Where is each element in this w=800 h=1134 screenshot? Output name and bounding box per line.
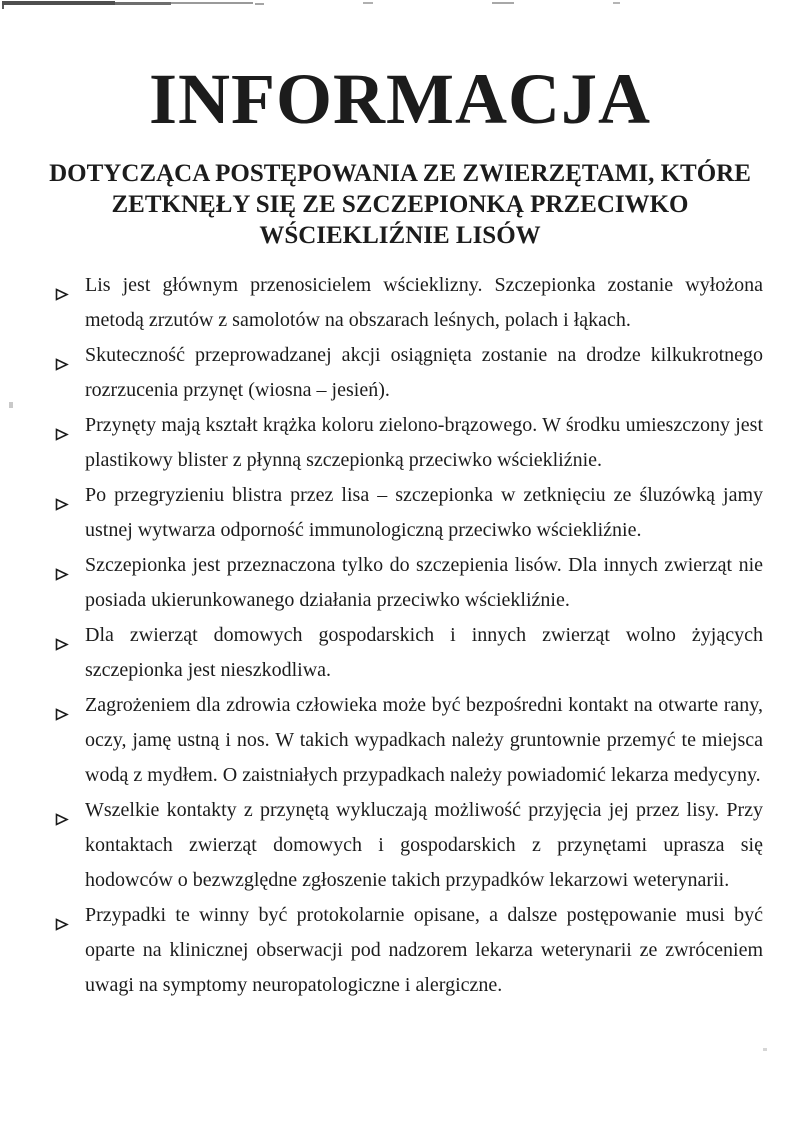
scan-artifact-bar bbox=[2, 1, 115, 5]
scan-artifact-dash bbox=[363, 2, 373, 4]
list-item bbox=[55, 338, 763, 408]
list-item-text: Wszelkie kontakty z przynętą wykluczają możliwość przyjęcia jej przez lisy. Przy kontaktach zwierząt domowych i gospodarskich z przynętami uprasza się hodowców o bezwzględne zgłoszenie takich przypadków lekarzowi weterynarii. bbox=[85, 799, 763, 891]
list-item-text: Dla zwierząt domowych gospodarskich i innych zwierząt wolno żyjących szczepionka jest nieszkodliwa. bbox=[85, 624, 763, 681]
list-item bbox=[55, 793, 763, 898]
list-item-text: Przynęty mają kształt krążka koloru zielono-brązowego. W środku umieszczony jest plastikowy blister z płynną szczepionką przeciwko wściekliźnie. bbox=[85, 414, 763, 471]
arrowhead-right-bullet-icon bbox=[55, 908, 69, 921]
list-item-text: Szczepionka jest przeznaczona tylko do szczepienia lisów. Dla innych zwierząt nie posiada ukierunkowanego działania przeciwko wściekliźnie. bbox=[85, 554, 763, 611]
page-title: INFORMACJA bbox=[149, 59, 651, 139]
page-subtitle bbox=[0, 158, 800, 251]
arrowhead-right-bullet-icon bbox=[55, 803, 69, 816]
list-item-text: Lis jest głównym przenosicielem wścieklizny. Szczepionka zostanie wyłożona metodą zrzutów z samolotów na obszarach leśnych, polach i łąkach. bbox=[85, 274, 763, 331]
subtitle-line-1: DOTYCZĄCA POSTĘPOWANIA ZE ZWIERZĘTAMI, KTÓRE bbox=[49, 160, 751, 187]
bullet-list bbox=[55, 268, 763, 1003]
list-item bbox=[55, 688, 763, 793]
list-item bbox=[55, 618, 763, 688]
scan-artifact-dash bbox=[255, 3, 264, 5]
scan-artifact-dash bbox=[492, 2, 514, 4]
scan-artifact-bar bbox=[171, 2, 253, 4]
arrowhead-right-bullet-icon bbox=[55, 558, 69, 571]
scan-speck bbox=[9, 402, 13, 408]
subtitle-line-3: WŚCIEKLIŹNIE LISÓW bbox=[259, 222, 541, 249]
scan-artifact-tick bbox=[2, 1, 4, 9]
list-item bbox=[55, 548, 763, 618]
arrowhead-right-bullet-icon bbox=[55, 628, 69, 641]
list-item-text: Skuteczność przeprowadzanej akcji osiągnięta zostanie na drodze kilkukrotnego rozrzucenia przynęt (wiosna – jesień). bbox=[85, 344, 763, 401]
subtitle-line-2: ZETKNĘŁY SIĘ ZE SZCZEPIONKĄ PRZECIWKO bbox=[111, 191, 689, 218]
list-item bbox=[55, 268, 763, 338]
arrowhead-right-bullet-icon bbox=[55, 348, 69, 361]
arrowhead-right-bullet-icon bbox=[55, 698, 69, 711]
arrowhead-right-bullet-icon bbox=[55, 418, 69, 431]
list-item-text: Po przegryzieniu blistra przez lisa – szczepionka w zetknięciu ze śluzówką jamy ustnej wytwarza odporność immunologiczną przeciwko wściekliźnie. bbox=[85, 484, 763, 541]
list-item bbox=[55, 408, 763, 478]
list-item bbox=[55, 478, 763, 548]
scan-artifact-dash bbox=[613, 2, 620, 4]
scan-artifact-bar bbox=[115, 2, 171, 5]
arrowhead-right-bullet-icon bbox=[55, 278, 69, 291]
list-item-text: Zagrożeniem dla zdrowia człowieka może być bezpośredni kontakt na otwarte rany, oczy, jamę ustną i nos. W takich wypadkach należy gruntownie przemyć te miejsca wodą z mydłem. O zaistniałych przypadkach należy powiadomić lekarza medycyny. bbox=[85, 694, 763, 786]
arrowhead-right-bullet-icon bbox=[55, 488, 69, 501]
scan-speck bbox=[763, 1048, 767, 1051]
list-item-text: Przypadki te winny być protokolarnie opisane, a dalsze postępowanie musi być oparte na klinicznej obserwacji pod nadzorem lekarza weterynarii ze zwróceniem uwagi na symptomy neuropatologiczne i alergiczne. bbox=[85, 904, 763, 996]
list-item bbox=[55, 898, 763, 1003]
